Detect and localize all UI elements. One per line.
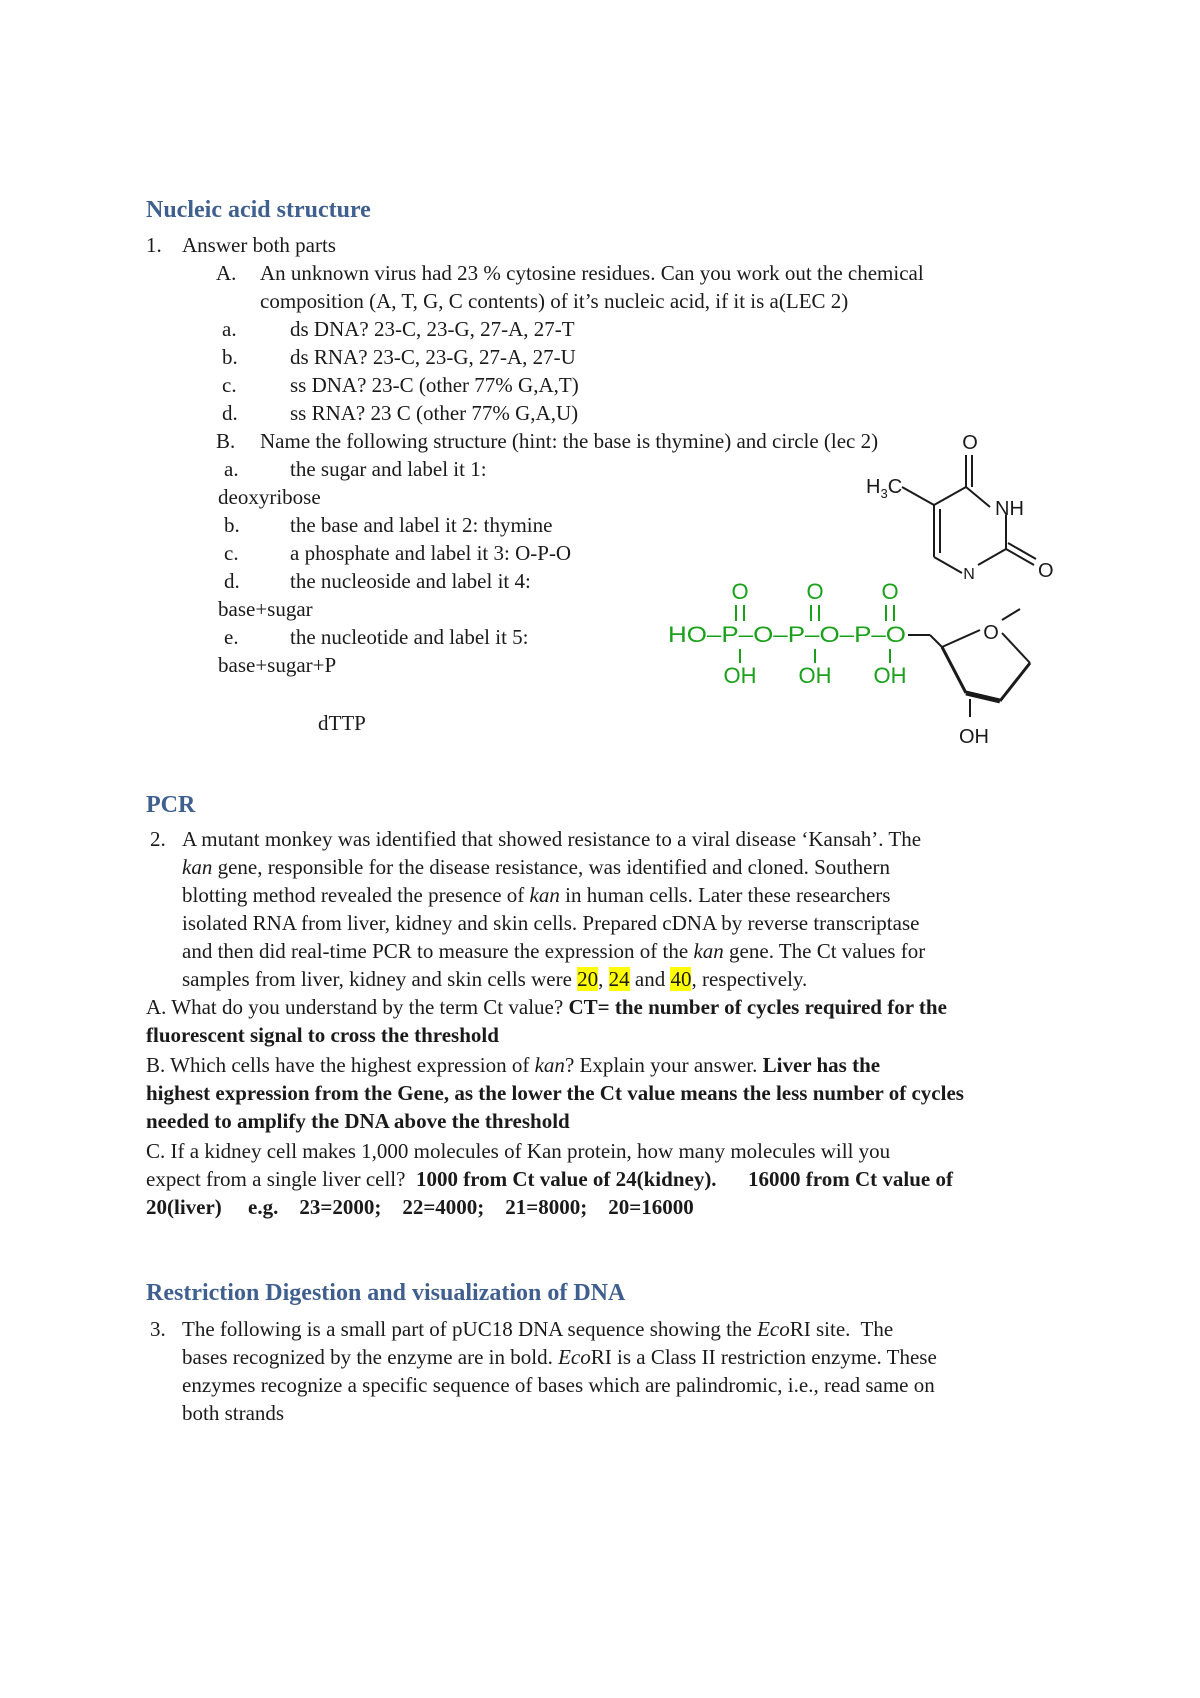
phosphate-chain: HO–P–O–P–O–P–O [668, 622, 906, 647]
q1-text: Answer both parts [182, 233, 336, 257]
phosphate-oh-2: OH [798, 663, 832, 688]
q2-part-c-line2 [146, 1166, 953, 1192]
q2-part-b-answer-3: needed to amplify the DNA above the threshold [146, 1109, 570, 1133]
q2-line5-text-a: and then did real-time PCR to measure the expression of the [182, 939, 694, 963]
q1-ba-label: a. [224, 457, 239, 481]
q2-part-c-answer-2: 20(liver) e.g. 23=2000; 22=4000; 21=8000; 20=16000 [146, 1195, 694, 1219]
q2-line5-text-b: gene. The Ct values for [723, 939, 926, 963]
phosphate-oh-3: OH [873, 663, 907, 688]
q1-bc-label: c. [224, 541, 239, 565]
q2-part-a-answer-2: fluorescent signal to cross the threshold [146, 1023, 499, 1047]
deoxyribose-ring [942, 622, 1030, 748]
q2-part-c-question-1: C. If a kidney cell makes 1,000 molecules of Kan protein, how many molecules will you [146, 1139, 891, 1163]
q2-line6-text-a: samples from liver, kidney and skin cells were [182, 967, 578, 991]
enzyme-name-eco: Eco [757, 1317, 790, 1341]
q1-ba-answer: deoxyribose [218, 485, 321, 509]
q1-b-label: b. [222, 345, 238, 369]
q1-d-answer: ss RNA? 23 C (other 77% G,A,U) [290, 401, 579, 425]
q2-separator-1: , [598, 967, 609, 991]
base-nh: NH [995, 498, 1024, 520]
q1-d-label: d. [222, 401, 238, 425]
q1-bd-text: the nucleoside and label it 4: [290, 569, 531, 593]
q1-part-a-line2: composition (A, T, G, C contents) of it’s nucleic acid, if it is a(LEC 2) [260, 289, 849, 313]
q1-number: 1. [146, 233, 162, 257]
q2-line3-text-b: in human cells. Later these researchers [559, 883, 891, 907]
phosphate-o-2: O [806, 579, 824, 604]
q2-line6 [182, 966, 807, 992]
q2-part-a [146, 994, 947, 1020]
dttp-structure-diagram [668, 432, 1150, 755]
q1-be-label: e. [224, 625, 239, 649]
ct-value-skin: 40 [670, 967, 692, 991]
q3-line3: enzymes recognize a specific sequence of bases which are palindromic, i.e., read same on [182, 1373, 935, 1397]
q2-line4: isolated RNA from liver, kidney and skin cells. Prepared cDNA by reverse transcriptase [182, 911, 920, 935]
q3-line2-text-b: RI is a Class II restriction enzyme. These [590, 1345, 937, 1369]
base-methyl: $H_3C$ [866, 476, 903, 501]
q2-line2-text: gene, responsible for the disease resistance, was identified and cloned. Southern [212, 855, 890, 879]
q3-line1-text-b: RI site. The [789, 1317, 894, 1341]
triphosphate-group [668, 579, 907, 688]
q3-line1-text-a: The following is a small part of pUC18 DNA sequence showing the [182, 1317, 758, 1341]
q2-part-a-answer-1: CT= the number of cycles required for the [568, 995, 947, 1019]
q1-a-answer: ds DNA? 23-C, 23-G, 27-A, 27-T [290, 317, 575, 341]
q1-ba-text: the sugar and label it 1: [290, 457, 487, 481]
q2-part-c-answer-1: 1000 from Ct value of 24(kidney). 16000 from Ct value of [410, 1167, 953, 1191]
gene-name-kan: kan [693, 939, 724, 963]
q1-part-b-text: Name the following structure (hint: the base is thymine) and circle (lec 2) [260, 429, 879, 453]
q3-line4: both strands [182, 1401, 285, 1425]
q1-bc-text: a phosphate and label it 3: O-P-O [290, 541, 572, 565]
base-right-oxygen: O [1038, 560, 1054, 582]
sugar-3prime-oh: OH [959, 726, 989, 748]
phosphate-o-3: O [881, 579, 899, 604]
gene-name-kan: kan [529, 883, 560, 907]
q2-part-b-answer-2: highest expression from the Gene, as the lower the Ct value means the less number of cycles [146, 1081, 964, 1105]
ct-value-liver: 20 [577, 967, 599, 991]
q3-line1 [182, 1316, 893, 1342]
q2-line2 [182, 854, 890, 880]
q1-part-a-label: A. [216, 261, 237, 285]
q1-part-a-line1: An unknown virus had 23 % cytosine residues. Can you work out the chemical [260, 261, 924, 285]
gene-name-kan: kan [182, 855, 213, 879]
q2-line3-text-a: blotting method revealed the presence of [182, 883, 530, 907]
q2-part-b [146, 1052, 880, 1078]
q3-line2 [182, 1344, 937, 1370]
q1-b-answer: ds RNA? 23-C, 23-G, 27-A, 27-U [290, 345, 576, 369]
q2-part-b-question-b: ? Explain your answer. [564, 1053, 763, 1077]
q1-c-answer: ss DNA? 23-C (other 77% G,A,T) [290, 373, 579, 397]
q1-c-label: c. [222, 373, 237, 397]
q2-part-b-question-a: B. Which cells have the highest expression of [146, 1053, 535, 1077]
section-heading-restriction: Restriction Digestion and visualization of DNA [146, 1280, 626, 1306]
section-heading-pcr: PCR [146, 792, 196, 818]
q2-line3 [182, 882, 890, 908]
gene-name-kan: kan [534, 1053, 565, 1077]
q2-part-a-question: A. What do you understand by the term Ct value? [146, 995, 569, 1019]
q1-bb-text: the base and label it 2: thymine [290, 513, 553, 537]
q1-bd-answer: base+sugar [218, 597, 313, 621]
molecule-name: dTTP [318, 711, 366, 735]
sugar-ring-oxygen: O [983, 622, 999, 644]
q1-a-label: a. [222, 317, 237, 341]
ct-value-kidney: 24 [608, 967, 630, 991]
phosphate-o-1: O [731, 579, 749, 604]
q2-part-c-question-2: expect from a single liver cell? [146, 1167, 411, 1191]
phosphate-oh-1: OH [723, 663, 757, 688]
q1-be-text: the nucleotide and label it 5: [290, 625, 529, 649]
q2-line5 [182, 938, 925, 964]
base-top-oxygen: O [962, 432, 978, 454]
q2-separator-2: and [629, 967, 671, 991]
q2-line1: A mutant monkey was identified that showed resistance to a viral disease ‘Kansah’. The [182, 827, 922, 851]
base-n1: N [963, 566, 975, 583]
section-heading-nucleic-acid: Nucleic acid structure [146, 197, 371, 223]
q1-bb-label: b. [224, 513, 240, 537]
q2-number: 2. [150, 827, 166, 851]
q2-part-b-answer-1: Liver has the [762, 1053, 881, 1077]
q1-part-b-label: B. [216, 429, 236, 453]
enzyme-name-eco: Eco [558, 1345, 591, 1369]
q3-number: 3. [150, 1317, 166, 1341]
q1-bd-label: d. [224, 569, 240, 593]
q2-line6-text-b: , respectively. [691, 967, 808, 991]
q1-be-answer: base+sugar+P [218, 653, 337, 677]
q3-line2-text-a: bases recognized by the enzyme are in bold. [182, 1345, 559, 1369]
